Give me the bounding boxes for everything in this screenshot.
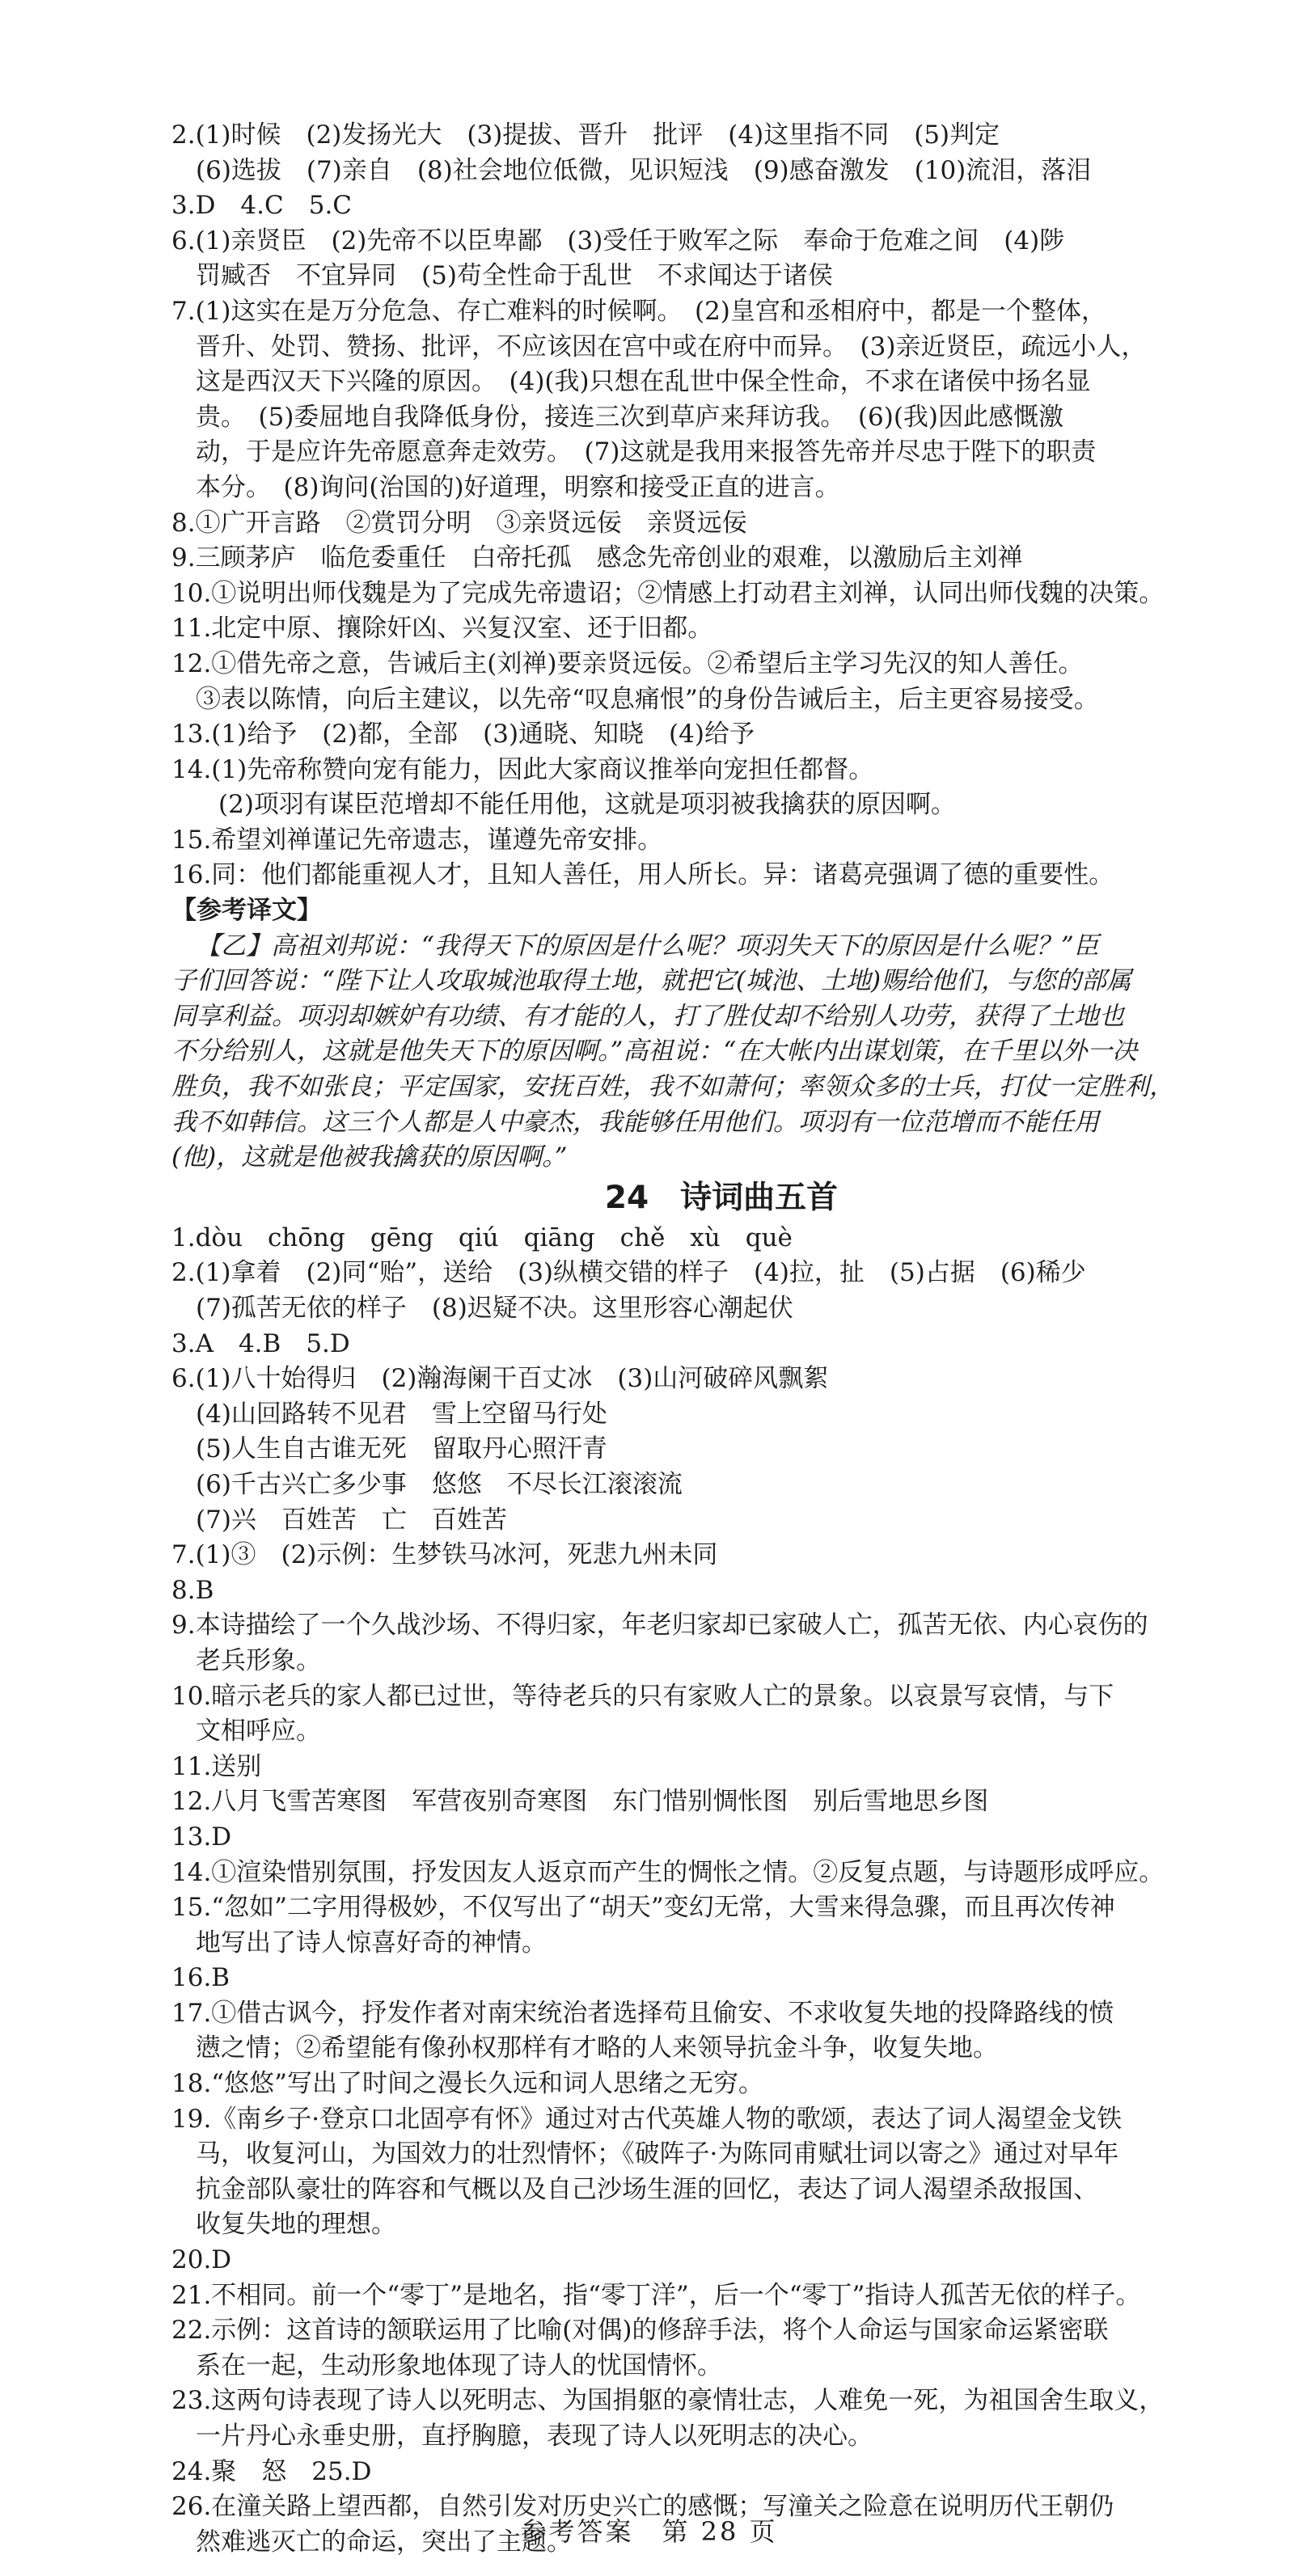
text-line: 本分。 (8)询问(治国的)好道理，明察和接受正直的进言。 xyxy=(196,472,840,502)
text-line: 12.八月飞雪苦寒图 军营夜别奇寒图 东门惜别惆怅图 别后雪地思乡图 xyxy=(171,1787,989,1817)
text-line: (6)选拔 (7)亲自 (8)社会地位低微，见识短浅 (9)感奋激发 (10)流泪，落泪 xyxy=(196,155,1092,185)
section-title: 24 诗词曲五首 xyxy=(604,1179,839,1216)
text-line: 12.①借先帝之意，告诫后主(刘禅)要亲贤远佞。②希望后主学习先汉的知人善任。 xyxy=(171,648,1084,678)
text-line: 16.同：他们都能重视人才，且知人善任，用人所长。异：诸葛亮强调了德的重要性。 xyxy=(171,860,1114,890)
text-line: 6.(1)八十始得归 (2)瀚海阑干百丈冰 (3)山河破碎风飘絮 xyxy=(171,1364,829,1394)
text-line: (6)千古兴亡多少事 悠悠 不尽长江滚滚流 xyxy=(196,1469,683,1499)
text-line: 不分给别人，这就是他失天下的原因啊。”高祖说：“在大帐内出谋划策，在千里以外一决 xyxy=(171,1037,1138,1066)
text-line: 26.在潼关路上望西都，自然引发对历史兴亡的感慨；写潼关之险意在说明历代王朝仍 xyxy=(171,2492,1114,2522)
text-line: 晋升、处罚、赞扬、批评，不应该因在宫中或在府中而异。 (3)亲近贤臣，疏远小人， xyxy=(196,332,1147,361)
text-line: 懑之情；②希望能有像孙权那样有才略的人来领导抗金斗争，收复失地。 xyxy=(196,2033,998,2063)
text-line: 1.dòu chōng gēng qiú qiāng chě xù què xyxy=(171,1223,793,1252)
text-line: 贵。 (5)委屈地自我降低身份，接连三次到草庐来拜访我。 (6)(我)因此感慨激 xyxy=(196,402,1064,432)
text-line: 15.希望刘禅谨记先帝遗志，谨遵先帝安排。 xyxy=(171,825,663,855)
text-line: 罚臧否 不宜异同 (5)苟全性命于乱世 不求闻达于诸侯 xyxy=(196,261,833,291)
text-line: 胜负，我不如张良；平定国家，安抚百姓，我不如萧何；率领众多的士兵，打仗一定胜利， xyxy=(171,1072,1174,1102)
text-line: 16.B xyxy=(171,1963,230,1993)
text-line: (5)人生自古谁无死 留取丹心照汗青 xyxy=(196,1434,607,1464)
text-line: 13.D xyxy=(171,1822,232,1852)
text-line: 地写出了诗人惊喜好奇的神情。 xyxy=(196,1928,547,1957)
answers-lesson-23 xyxy=(171,118,1271,893)
text-line: 3.A 4.B 5.D xyxy=(171,1328,350,1358)
text-line: 子们回答说：“陛下让人攻取城池取得土地，就把它(城池、土地)赐给他们，与您的部属 xyxy=(171,966,1132,996)
answer-content xyxy=(171,118,1271,2560)
text-line: 20.D xyxy=(171,2245,232,2275)
text-line: (他)，这就是他被我擒获的原因啊。” xyxy=(171,1142,568,1172)
text-line: 18.“悠悠”写出了时间之漫长久远和词人思绪之无穷。 xyxy=(171,2069,763,2099)
text-line: 10.①说明出师伐魏是为了完成先帝遗诏；②情感上打动君主刘禅，认同出师伐魏的决策。 xyxy=(171,578,1165,608)
text-line: 8.B xyxy=(171,1575,214,1605)
text-line: ③表以陈情，向后主建议，以先帝“叹息痛恨”的身份告诫后主，后主更容易接受。 xyxy=(196,684,1099,714)
text-line: 7.(1)③ (2)示例：生梦铁马冰河，死悲九州未同 xyxy=(171,1540,718,1570)
text-line: 17.①借古讽今，抒发作者对南宋统治者选择苟且偷安、不求收复失地的投降路线的愤 xyxy=(171,1998,1114,2028)
text-line: 8.①广开言路 ②赏罚分明 ③亲贤远佞 亲贤远佞 xyxy=(171,508,747,538)
text-line: 2.(1)时候 (2)发扬光大 (3)提拔、晋升 批评 (4)这里指不同 (5)判定 xyxy=(171,120,1000,150)
page-footer: 参考答案 第 28 页 xyxy=(520,2516,778,2547)
answers-lesson-24 xyxy=(171,1221,1271,2561)
text-line: 24.聚 怒 25.D xyxy=(171,2456,372,2486)
text-line: 15.“忽如”二字用得极妙，不仅写出了“胡天”变幻无常，大雪来得急骤，而且再次传神 xyxy=(171,1893,1115,1923)
text-line: 14.①渲染惜别氛围，抒发因友人返京而产生的惆怅之情。②反复点题，与诗题形成呼应。 xyxy=(171,1857,1165,1887)
text-line: 11.北定中原、攘除奸凶、兴复汉室、还于旧都。 xyxy=(171,614,713,644)
text-line: 我不如韩信。这三个人都是人中豪杰，我能够任用他们。项羽有一位范增而不能任用 xyxy=(171,1107,1099,1137)
text-line: 然难逃灭亡的命运，突出了主题。 xyxy=(196,2527,572,2557)
text-line: 13.(1)给予 (2)都，全部 (3)通晓、知晓 (4)给予 xyxy=(171,720,755,750)
reference-translation xyxy=(171,929,1271,1176)
text-line: 文相呼应。 xyxy=(196,1717,321,1746)
text-line: 马，收复河山，为国效力的壮烈情怀；《破阵子·为陈同甫赋壮词以寄之》通过对早年 xyxy=(196,2139,1119,2169)
text-line: 【乙】高祖刘邦说：“我得天下的原因是什么呢？项羽失天下的原因是什么呢？”臣 xyxy=(196,931,1099,961)
text-line: 9.三顾茅庐 临危委重任 白帝托孤 感念先帝创业的艰难，以激励后主刘禅 xyxy=(171,543,1023,573)
text-line: 23.这两句诗表现了诗人以死明志、为国捐躯的豪情壮志，人难免一死，为祖国舍生取义， xyxy=(171,2386,1165,2416)
text-line: 3.D 4.C 5.C xyxy=(171,191,353,221)
reference-translation-heading: 【参考译文】 xyxy=(171,896,322,926)
text-line: 14.(1)先帝称赞向宠有能力，因此大家商议推举向宠担任都督。 xyxy=(171,754,874,784)
text-line: 2.(1)拿着 (2)同“贻”，送给 (3)纵横交错的样子 (4)拉，扯 (5)占据 (6)稀少 xyxy=(171,1258,1086,1288)
text-line: 这是西汉天下兴隆的原因。 (4)(我)只想在乱世中保全性命，不求在诸侯中扬名显 xyxy=(196,367,1091,397)
text-line: 22.示例：这首诗的颔联运用了比喻(对偶)的修辞手法，将个人命运与国家命运紧密联 xyxy=(171,2316,1109,2346)
text-line: 系在一起，生动形象地体现了诗人的忧国情怀。 xyxy=(196,2350,722,2380)
text-line: (4)山回路转不见君 雪上空留马行处 xyxy=(196,1399,607,1429)
text-line: 11.送别 xyxy=(171,1751,262,1781)
text-line: 动，于是应许先帝愿意奔走效劳。 (7)这就是我用来报答先帝并尽忠于陛下的职责 xyxy=(196,437,1097,467)
text-line: (2)项羽有谋臣范增却不能任用他，这就是项羽被我擒获的原因啊。 xyxy=(218,790,956,820)
text-line: 9.本诗描绘了一个久战沙场、不得归家，年老归家却已家破人亡，孤苦无依、内心哀伤的 xyxy=(171,1611,1148,1641)
text-line: (7)孤苦无依的样子 (8)迟疑不决。这里形容心潮起伏 xyxy=(196,1294,793,1323)
text-line: 7.(1)这实在是万分危急、存亡难料的时候啊。 (2)皇宫和丞相府中，都是一个整体， xyxy=(171,296,1106,326)
text-line: 同享利益。项羽却嫉妒有功绩、有才能的人，打了胜仗却不给别人功劳，获得了土地也 xyxy=(171,1001,1124,1031)
text-line: (7)兴 百姓苦 亡 百姓苦 xyxy=(196,1505,507,1535)
text-line: 抗金部队豪壮的阵容和气概以及自己沙场生涯的回忆，表达了词人渴望杀敌报国、 xyxy=(196,2174,1098,2204)
text-line: 一片丹心永垂史册，直抒胸臆，表现了诗人以死明志的决心。 xyxy=(196,2422,873,2451)
text-line: 21.不相同。前一个“零丁”是地名，指“零丁洋”，后一个“零丁”指诗人孤苦无依的样子。 xyxy=(171,2280,1141,2310)
text-line: 收复失地的理想。 xyxy=(196,2210,396,2240)
text-line: 19.《南乡子·登京口北固亭有怀》通过对古代英雄人物的歌颂，表达了词人渴望金戈铁 xyxy=(171,2104,1123,2134)
text-line: 10.暗示老兵的家人都已过世，等待老兵的只有家败人亡的景象。以哀景写哀情，与下 xyxy=(171,1681,1114,1711)
text-line: 老兵形象。 xyxy=(196,1645,321,1675)
text-line: 6.(1)亲贤臣 (2)先帝不以臣卑鄙 (3)受任于败军之际 奉命于危难之间 (4)陟 xyxy=(171,226,1065,255)
